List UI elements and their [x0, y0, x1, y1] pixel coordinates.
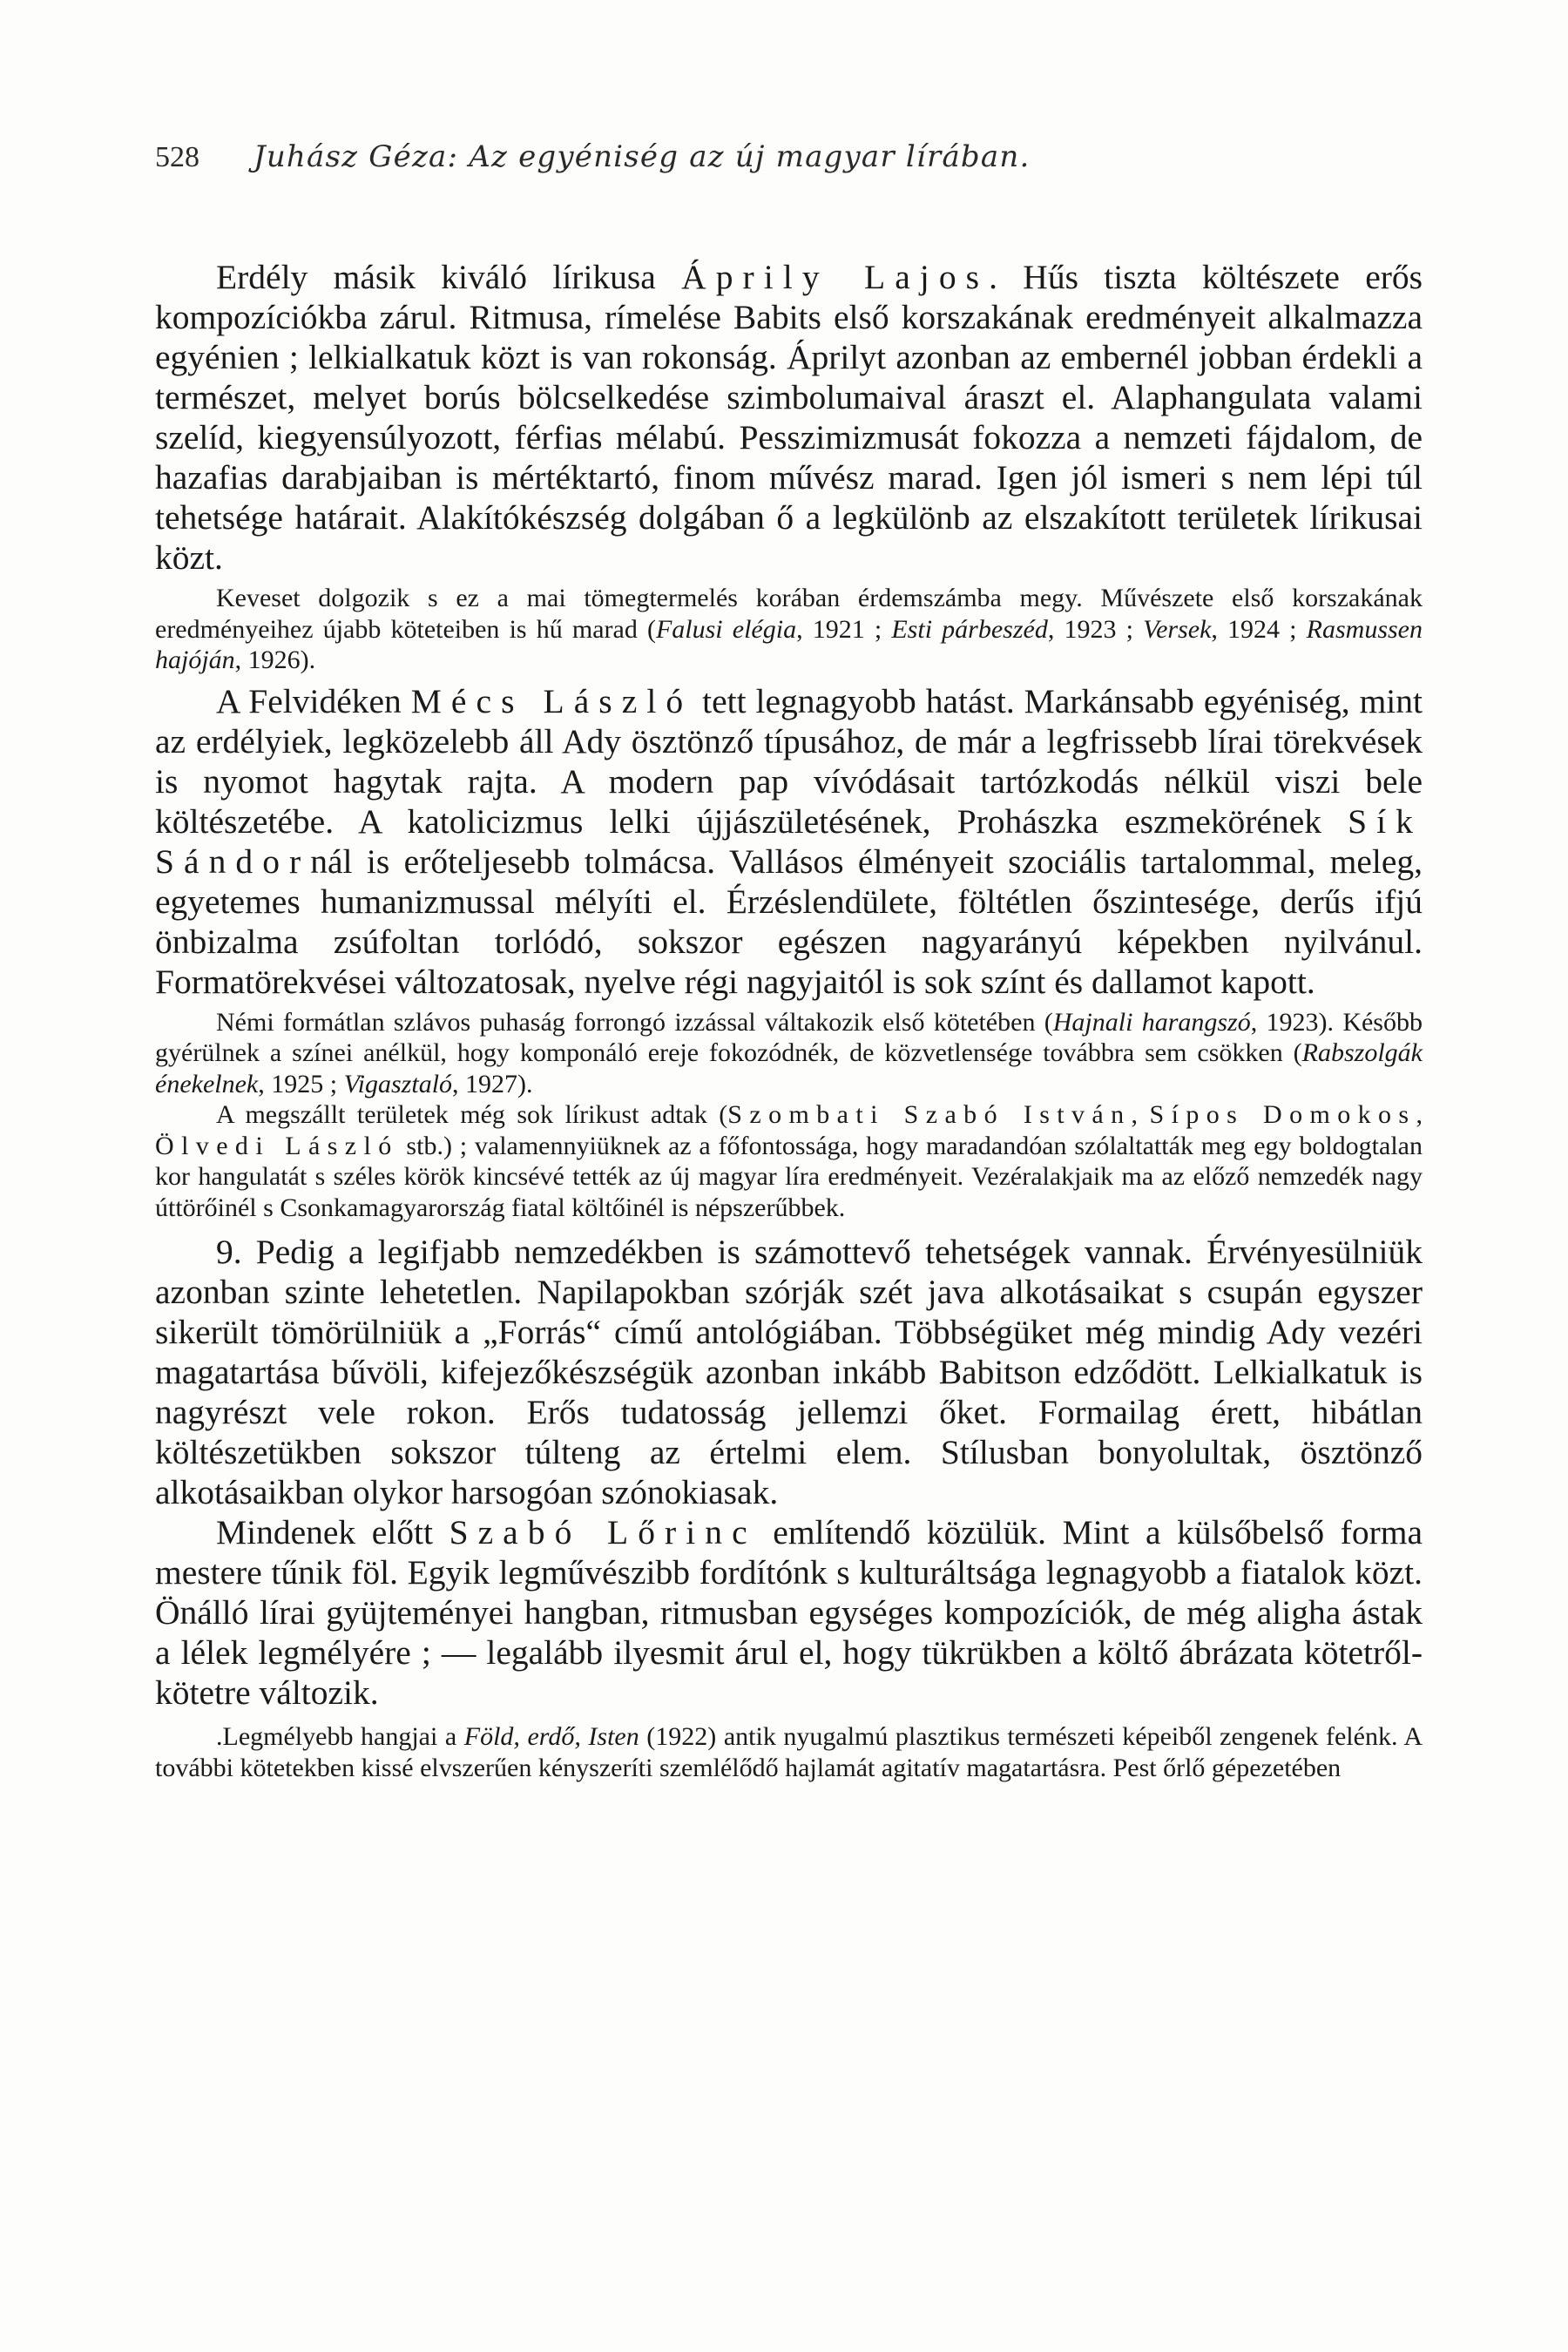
- author-name: Ölvedi László: [155, 1131, 399, 1160]
- text-run: , 1923 ;: [1047, 614, 1144, 644]
- paragraph-mecs: [155, 681, 1423, 1002]
- author-name: Szombati Szabó István: [727, 1100, 1132, 1129]
- author-name: Sípos Domokos: [1149, 1100, 1416, 1129]
- text-run: .Legmélyebb hangjai a: [216, 1722, 464, 1751]
- text-run: , 1923). Később gyérülnek a színei anélkül, hogy komponáló ereje fokozódnék, de közvetlensége továbbra sem csökken (: [155, 1007, 1423, 1067]
- author-name: Szabó Lőrinc: [449, 1513, 757, 1551]
- text-run: (1922) antik nyugalmú plasztikus természeti képeiből zengenek felénk. A további kötetekben kissé elvszerűen kényszeríti szemlélődő hajlamát agitatív magatartásra. Pest őrlő gépezetében: [155, 1722, 1423, 1782]
- work-title: Rabszolgák énekelnek: [155, 1038, 1423, 1098]
- text-run: A megszállt területek még sok lírikust adtak (: [216, 1100, 728, 1129]
- text-run: , 1926).: [234, 645, 316, 674]
- text-run: ,: [1131, 1100, 1150, 1129]
- text-run: Keveset dolgozik s ez a mai tömegtermelés korában érdemszámba megy. Művészete első korszakának eredményeihez újabb köteteiben is hű marad (: [155, 584, 1423, 644]
- text-run: 9. Pedig a legifjabb nemzedékben is számottevő tehetségek vannak. Érvényesülniük azonban szinte lehetetlen. Napilapokban szórják szét java alkotásaikat s csupán egyszer sikerült tömörülniük a „Forrás“ című antológiában. Többségüket még mindig Ady vezéri magatartása bűvöli, kifejezőkészségük azonban inkább Babitson edződött. Lelkialkatuk is nagyrészt vele rokon. Erős tudatosság jellemzi őket. Formailag érett, hibátlan költészetükben sokszor túlteng az értelmi elem. Stílusban bonyolultak, ösztönző alkotásaikban olykor harsogóan szónokiasak.: [155, 1233, 1423, 1511]
- running-title: Juhász Géza: Az egyéniség az új magyar lírában.: [253, 139, 1031, 174]
- text-run: Némi formátlan szlávos puhaság forrongó izzással váltakozik első kötetében (: [216, 1007, 1053, 1037]
- author-name: Sík Sándor: [155, 801, 1423, 881]
- running-header: [155, 139, 1427, 174]
- text-run: stb.) ; valamennyiüknek az a főfontossága, hogy maradandóan szólaltatták meg egy boldogtalan kor hangulatát s széles körök kincsévé tették az új magyar líra eredményeit. Vezéralakjaik ma az előző nemzedék nagy úttörőinél s Csonkamagyarország fiatal költőinél is népszerűbbek.: [155, 1131, 1423, 1222]
- text-run: Mindenek előtt: [216, 1513, 449, 1551]
- paragraph-section-9: [155, 1232, 1423, 1512]
- note-aprily-works: [155, 583, 1423, 676]
- work-title: Esti párbeszéd: [891, 614, 1048, 644]
- work-title: Föld, erdő, Isten: [463, 1722, 639, 1751]
- page-body: [155, 257, 1423, 1783]
- text-run: , 1921 ;: [796, 614, 892, 644]
- text-run: , 1927).: [452, 1069, 533, 1098]
- text-run: , 1924 ;: [1211, 614, 1307, 644]
- text-run: tett legnagyobb hatást. Markánsabb egyéniség, mint az erdélyiek, legközelebb áll Ady ösztönző típusához, de már a legfrissebb lírai törekvések is nyomot hagytak rajta. A modern pap vívódásait tartózkodás nélkül viszi bele költészetébe. A katolicizmus lelki újjászületésének, Prohászka eszmekörének: [155, 681, 1423, 841]
- text-run: Erdély másik kiváló lírikusa: [216, 258, 682, 296]
- text-run: említendő közülük. Mint a külsőbelső forma mestere tűnik föl. Egyik legművészibb fordítónk s kulturáltsága legnagyobb a fiatalok közt. Önálló lírai gyüjteményei hangban, ritmusban egységes kompozíciók, de még aligha ástak a lélek legmélyére ; — legalább ilyesmit árul el, hogy tükrükben a költő ábrázata kötetről-kötetre változik.: [155, 1513, 1423, 1712]
- author-name: Áprily Lajos: [681, 258, 990, 296]
- note-other-poets: [155, 1099, 1423, 1223]
- text-run: nál is erőteljesebb tolmácsa. Vallásos élményeit szociális tartalommal, meleg, egyetemes humanizmussal mélyíti el. Érzéslendülete, föltétlen őszintesége, derűs ifjú önbizalma zsúfoltan torlódó, sokszor egészen nagyarányú képekben nyilvánul. Formatörekvései változatosak, nyelve régi nagyjaitól is sok színt és dallamot kapott.: [155, 841, 1423, 1001]
- work-title: Falusi elégia: [655, 614, 797, 644]
- work-title: Rasmussen hajóján: [155, 614, 1423, 674]
- page-number: 528: [155, 141, 199, 173]
- text-run: ,: [1416, 1100, 1423, 1129]
- text-run: A Felvidéken: [216, 681, 411, 720]
- work-title: Versek: [1143, 614, 1212, 644]
- paragraph-aprily: [155, 257, 1423, 578]
- text-run: , 1925 ;: [258, 1069, 344, 1098]
- paragraph-szabo: [155, 1512, 1423, 1713]
- note-szabo-works: [155, 1721, 1423, 1783]
- work-title: Vigasztaló: [343, 1069, 453, 1098]
- note-mecs-works: [155, 1007, 1423, 1100]
- text-run: . Hűs tiszta költészete erős kompozíciókba zárul. Ritmusa, rímelése Babits első korszakának eredményeit alkalmazza egyénien ; lelkialkatuk közt is van rokonság. Áprilyt azonban az embernél jobban érdekli a természet, melyet borús bölcselkedése szimbolumaival áraszt el. Alaphangulata valami szelíd, kiegyensúlyozott, férfias mélabú. Pesszimizmusát fokozza a nemzeti fájdalom, de hazafias darabjaiban is mértéktartó, finom művész marad. Igen jól ismeri s nem lépi túl tehetsége határait. Alakítókészség dolgában ő a legkülönb az elszakított területek lírikusai közt.: [155, 258, 1423, 577]
- work-title: Hajnali harangszó: [1052, 1007, 1251, 1037]
- author-name: Mécs László: [410, 681, 693, 720]
